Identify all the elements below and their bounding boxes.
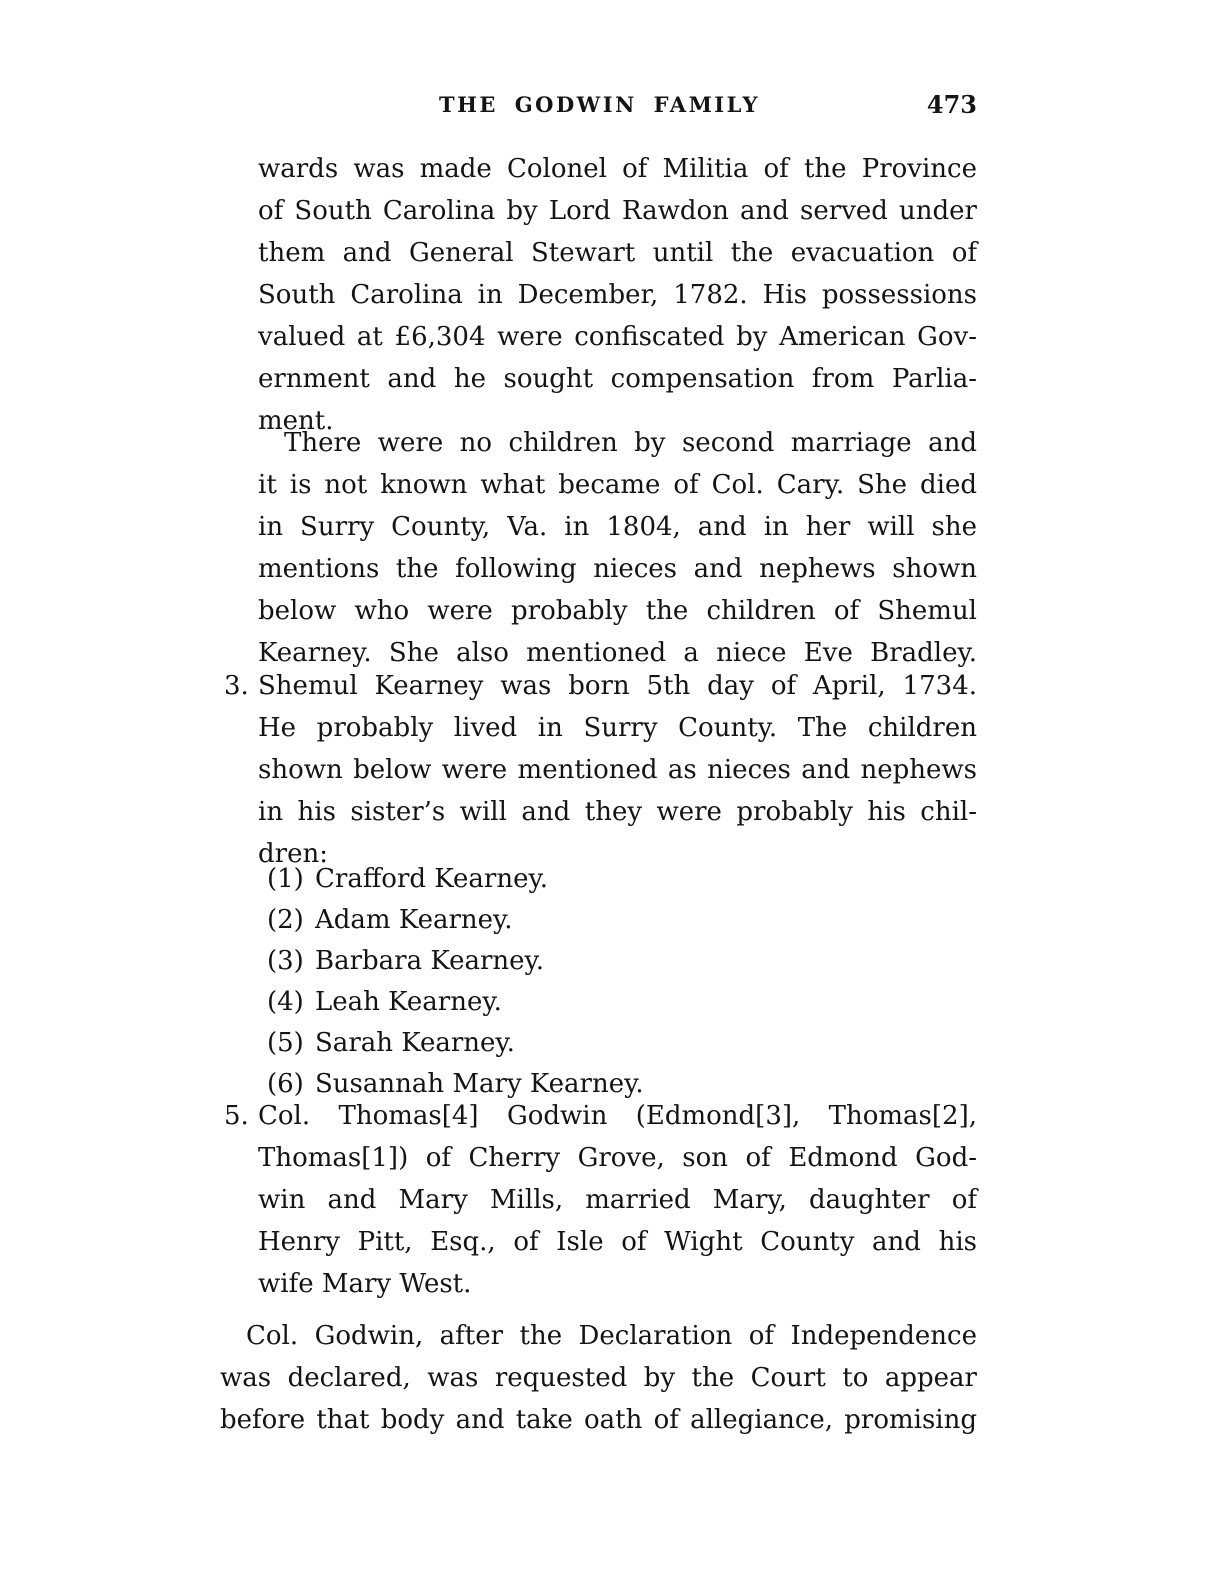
text-line: it is not known what became of Col. Cary. She died [258, 470, 977, 500]
text-line: was declared, was requested by the Court to appear [220, 1363, 977, 1393]
text-line: dren: [258, 839, 328, 869]
text-line: shown below were mentioned as nieces and nephews [258, 755, 977, 785]
text-line: ment. [258, 406, 334, 436]
text-line: He probably lived in Surry County. The children [258, 713, 977, 743]
numbered-item-3-shemul-kearney [224, 665, 977, 875]
item-number: 5. [224, 1101, 249, 1131]
text-line: Henry Pitt, Esq., of Isle of Wight County and his [258, 1227, 977, 1257]
child-number: (4) [267, 987, 304, 1017]
child-number: (5) [267, 1028, 304, 1058]
child-list-item [258, 982, 977, 1023]
page-number: 473 [926, 90, 977, 119]
text-line: valued at £6,304 were confiscated by American Gov- [258, 322, 977, 352]
child-list-item [258, 941, 977, 982]
child-name: Susannah Mary Kearney. [315, 1069, 644, 1099]
child-number: (3) [267, 946, 304, 976]
child-list-item [258, 1023, 977, 1064]
text-line: in Surry County, Va. in 1804, and in her will she [258, 512, 977, 542]
child-number: (6) [267, 1069, 304, 1099]
child-number: (1) [267, 864, 304, 894]
child-list-item [258, 900, 977, 941]
text-line: them and General Stewart until the evacuation of [258, 238, 977, 268]
text-line: ernment and he sought compensation from Parlia- [258, 364, 977, 394]
text-line: Col. Thomas[4] Godwin (Edmond[3], Thomas[2], [258, 1101, 977, 1131]
text-line: of South Carolina by Lord Rawdon and served under [258, 196, 977, 226]
text-line: win and Mary Mills, married Mary, daughter of [258, 1185, 977, 1215]
text-line: There were no children by second marriage and [284, 428, 977, 458]
text-line: in his sister’s will and they were probably his chil- [258, 797, 977, 827]
child-list-item [258, 859, 977, 900]
page-title: THE GODWIN FAMILY [438, 92, 761, 117]
numbered-item-5-thomas-godwin [224, 1095, 977, 1305]
text-line: wards was made Colonel of Militia of the Province [258, 154, 977, 184]
text-line: wife Mary West. [258, 1269, 472, 1299]
child-name: Barbara Kearney. [315, 946, 545, 976]
running-header [258, 90, 977, 124]
text-line: Kearney. She also mentioned a niece Eve Bradley. [258, 638, 977, 668]
text-line: Shemul Kearney was born 5th day of April, 1734. [258, 671, 977, 701]
paragraph-col-godwin-oath [220, 1315, 977, 1441]
child-number: (2) [267, 905, 304, 935]
text-line: Thomas[1]) of Cherry Grove, son of Edmond God- [258, 1143, 977, 1173]
text-line: South Carolina in December, 1782. His possessions [258, 280, 977, 310]
child-name: Crafford Kearney. [315, 864, 548, 894]
text-line: below who were probably the children of Shemul [258, 596, 977, 626]
child-name: Adam Kearney. [315, 905, 513, 935]
paragraph-continuation [258, 148, 977, 442]
child-name: Leah Kearney. [315, 987, 502, 1017]
paragraph-second-marriage [258, 422, 977, 674]
text-line: Col. Godwin, after the Declaration of Independence [246, 1321, 977, 1351]
text-line: mentions the following nieces and nephews shown [258, 554, 977, 584]
child-name: Sarah Kearney. [315, 1028, 515, 1058]
text-line: before that body and take oath of allegiance, promising [220, 1405, 977, 1435]
kearney-children-list [258, 859, 977, 1105]
item-number: 3. [224, 671, 249, 701]
